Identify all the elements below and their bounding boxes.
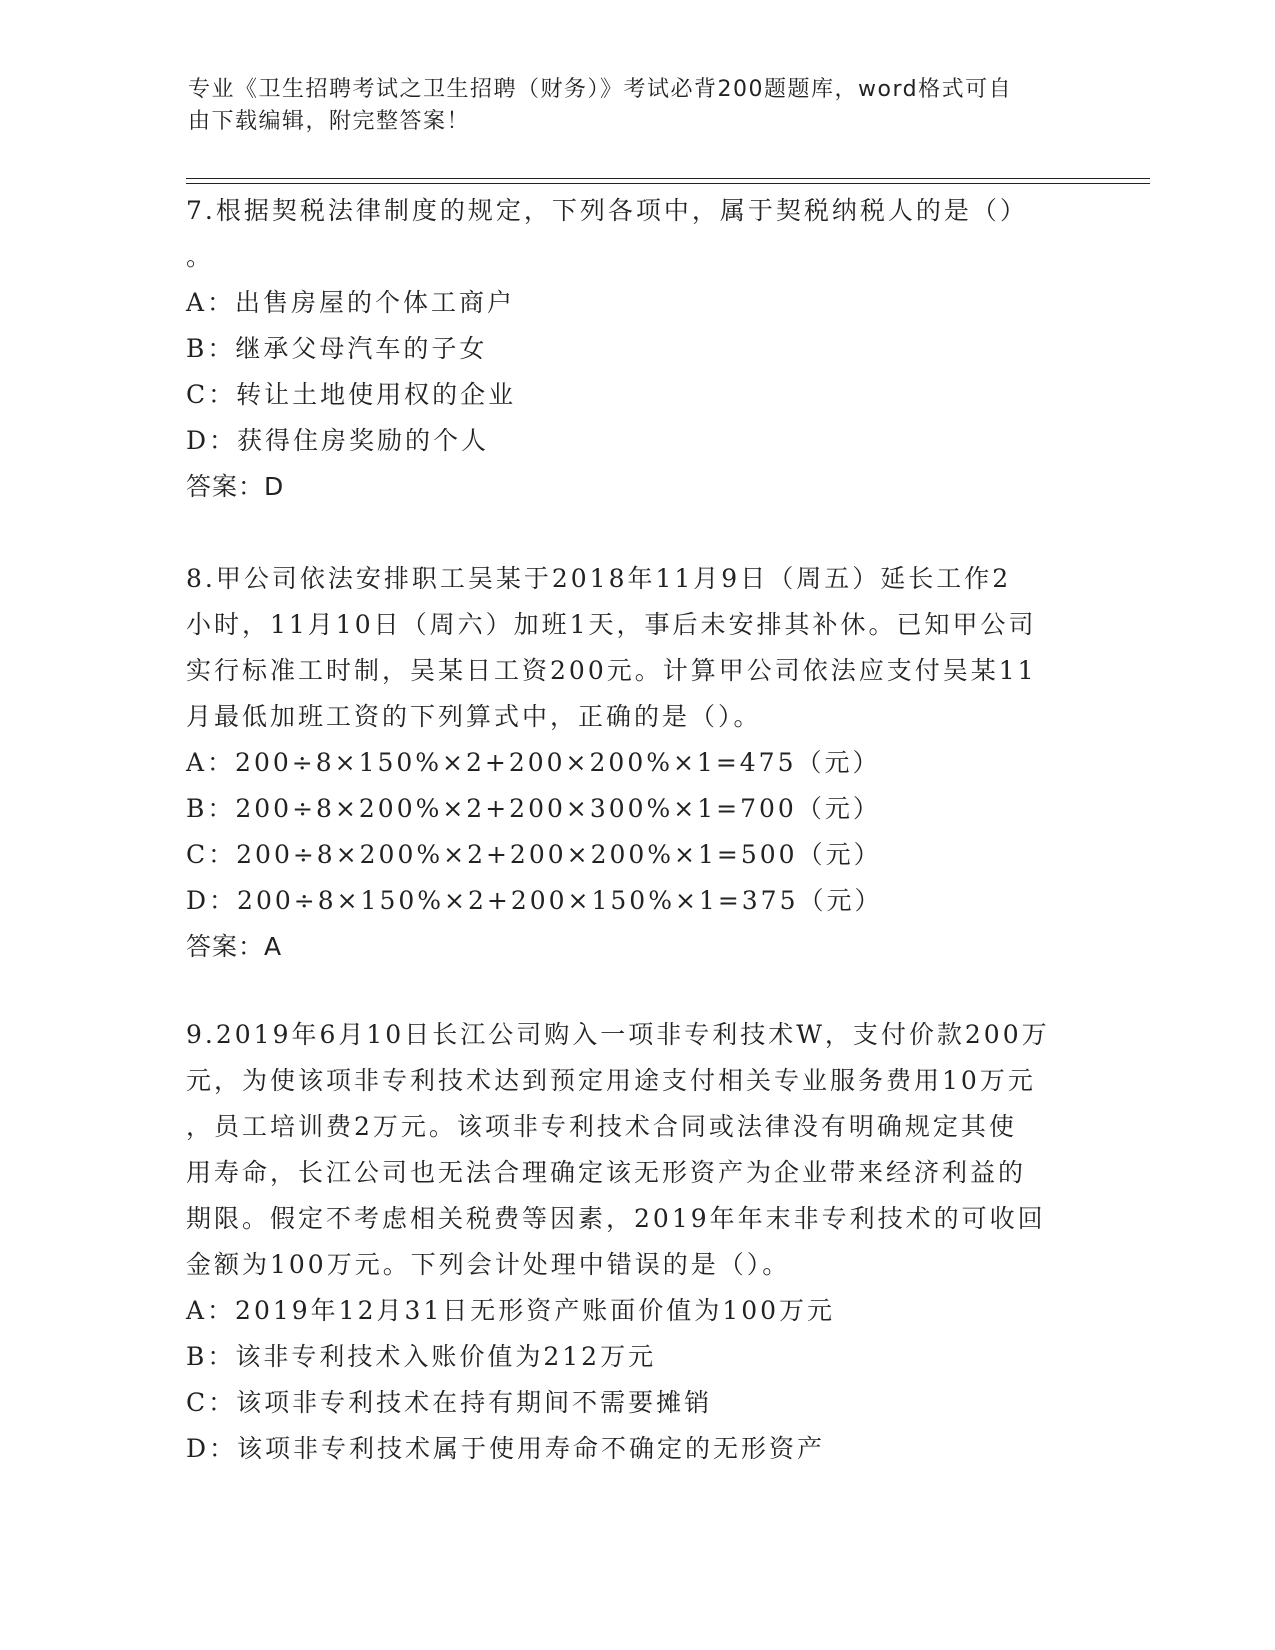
option-d: D：获得住房奖励的个人 [186,426,490,455]
answer-label: 答案：A [186,932,283,961]
question-stem-line: 期限。假定不考虑相关税费等因素，2019年年末非专利技术的可收回 [186,1204,1046,1233]
option-b: B：该非专利技术入账价值为212万元 [186,1342,657,1371]
question-stem-line: ，员工培训费2万元。该项非专利技术合同或法律没有明确规定其使 [186,1112,1017,1141]
header-line-1: 专业《卫生招聘考试之卫生招聘（财务）》考试必背200题题库，word格式可自 [188,77,1013,102]
document-header [188,74,1078,138]
option-c: C：该项非专利技术在持有期间不需要摊销 [186,1388,713,1417]
option-c: C：200÷8×200%×2+200×200%×1=500（元） [186,840,882,869]
header-divider-bottom [186,183,1150,184]
question-stem-line: 。 [186,242,215,271]
option-d: D：该项非专利技术属于使用寿命不确定的无形资产 [186,1434,826,1463]
header-divider-top [186,178,1150,179]
question-stem-line: 实行标准工时制，吴某日工资200元。计算甲公司依法应支付吴某11 [186,656,1037,685]
question-stem-line: 小时，11月10日（周六）加班1天，事后未安排其补休。已知甲公司 [186,610,1037,639]
option-b: B：继承父母汽车的子女 [186,334,488,363]
question-stem-line: 7.根据契税法律制度的规定，下列各项中，属于契税纳税人的是（） [186,196,1028,225]
option-a: A：2019年12月31日无形资产账面价值为100万元 [186,1296,836,1325]
option-a: A：200÷8×150%×2+200×200%×1=475（元） [186,748,881,777]
option-d: D：200÷8×150%×2+200×150%×1=375（元） [186,886,883,915]
question-stem-line: 9.2019年6月10日长江公司购入一项非专利技术W，支付价款200万 [186,1020,1050,1049]
question-stem-line: 金额为100万元。下列会计处理中错误的是（）。 [186,1250,791,1279]
question-7 [186,188,1086,510]
option-a: A：出售房屋的个体工商户 [186,288,516,317]
question-stem-line: 用寿命，长江公司也无法合理确定该无形资产为企业带来经济利益的 [186,1158,1027,1187]
option-b: B：200÷8×200%×2+200×300%×1=700（元） [186,794,881,823]
question-stem-line: 8.甲公司依法安排职工吴某于2018年11月9日（周五）延长工作2 [186,564,1012,593]
answer-label: 答案：D [186,472,285,501]
question-8 [186,556,1086,970]
header-line-2: 由下载编辑，附完整答案！ [188,109,471,134]
question-9 [186,1012,1086,1472]
question-stem-line: 元，为使该项非专利技术达到预定用途支付相关专业服务费用10万元 [186,1066,1036,1095]
option-c: C：转让土地使用权的企业 [186,380,517,409]
question-stem-line: 月最低加班工资的下列算式中，正确的是（）。 [186,702,762,731]
